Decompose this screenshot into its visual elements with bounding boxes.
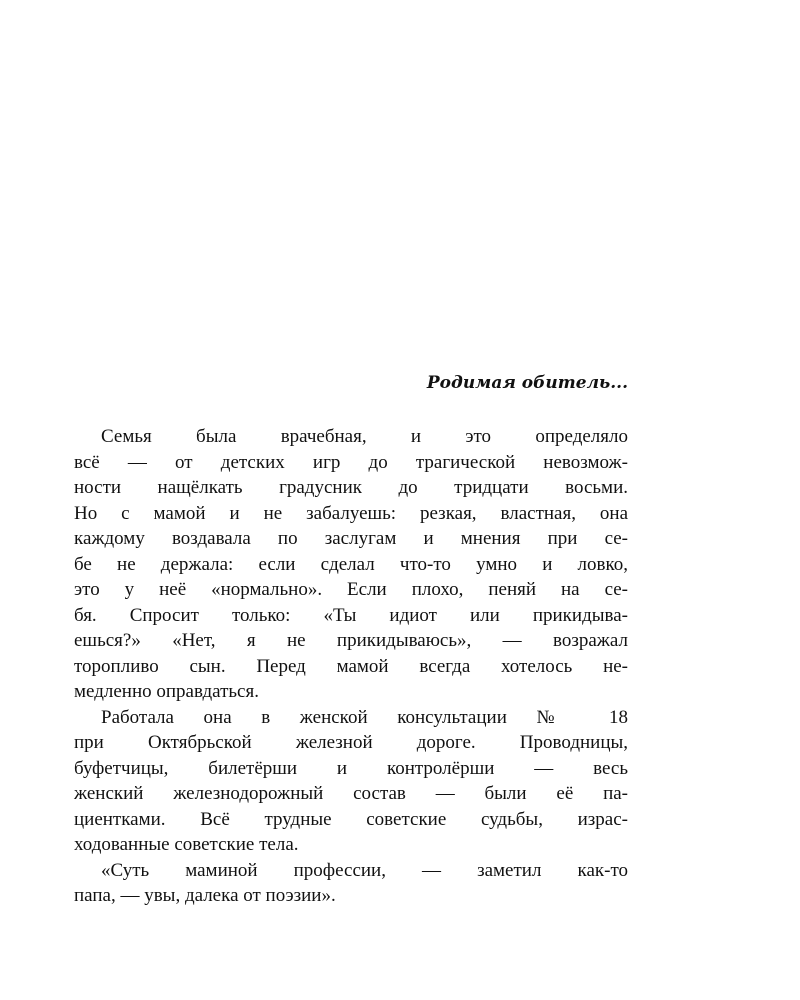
text-line: торопливо сын. Перед мамой всегда хотелось не-: [74, 655, 628, 677]
text-line: ности нащёлкать градусник до тридцати восьми.: [74, 477, 628, 498]
text-line: при Октябрьской железной дороге. Проводницы,: [74, 732, 628, 753]
text-line: Но с мамой и не забалуешь: резкая, властная, она: [74, 502, 628, 524]
body-text: [74, 424, 628, 909]
text-line: «Суть маминой профессии, — заметил как-то: [101, 859, 628, 881]
text-line: ходованные советские тела.: [74, 834, 299, 855]
text-line: папа, — увы, далека от поэзии».: [74, 885, 336, 906]
text-line: бя. Спросит только: «Ты идиот или прикидыва-: [74, 604, 628, 626]
text-line: ешься?» «Нет, я не прикидываюсь», — возражал: [74, 630, 628, 651]
text-line: каждому воздавала по заслугам и мнения при се-: [74, 528, 628, 549]
text-line: циентками. Всё трудные советские судьбы, израс-: [74, 808, 628, 830]
text-line: Семья была врачебная, и это определяло: [101, 426, 628, 447]
text-line: женский железнодорожный состав — были её па-: [74, 783, 628, 804]
text-line: буфетчицы, билетёрши и контролёрши — весь: [74, 757, 628, 779]
chapter-title: Родимая обитель...: [426, 373, 628, 393]
text-line: бе не держала: если сделал что-то умно и ловко,: [74, 553, 628, 575]
text-line: это у неё «нормально». Если плохо, пеняй на се-: [74, 579, 628, 600]
text-line: всё — от детских игр до трагической невозмож-: [74, 451, 628, 473]
text-line: Работала она в женской консультации № 18: [101, 706, 628, 728]
text-line: медленно оправдаться.: [74, 681, 259, 702]
